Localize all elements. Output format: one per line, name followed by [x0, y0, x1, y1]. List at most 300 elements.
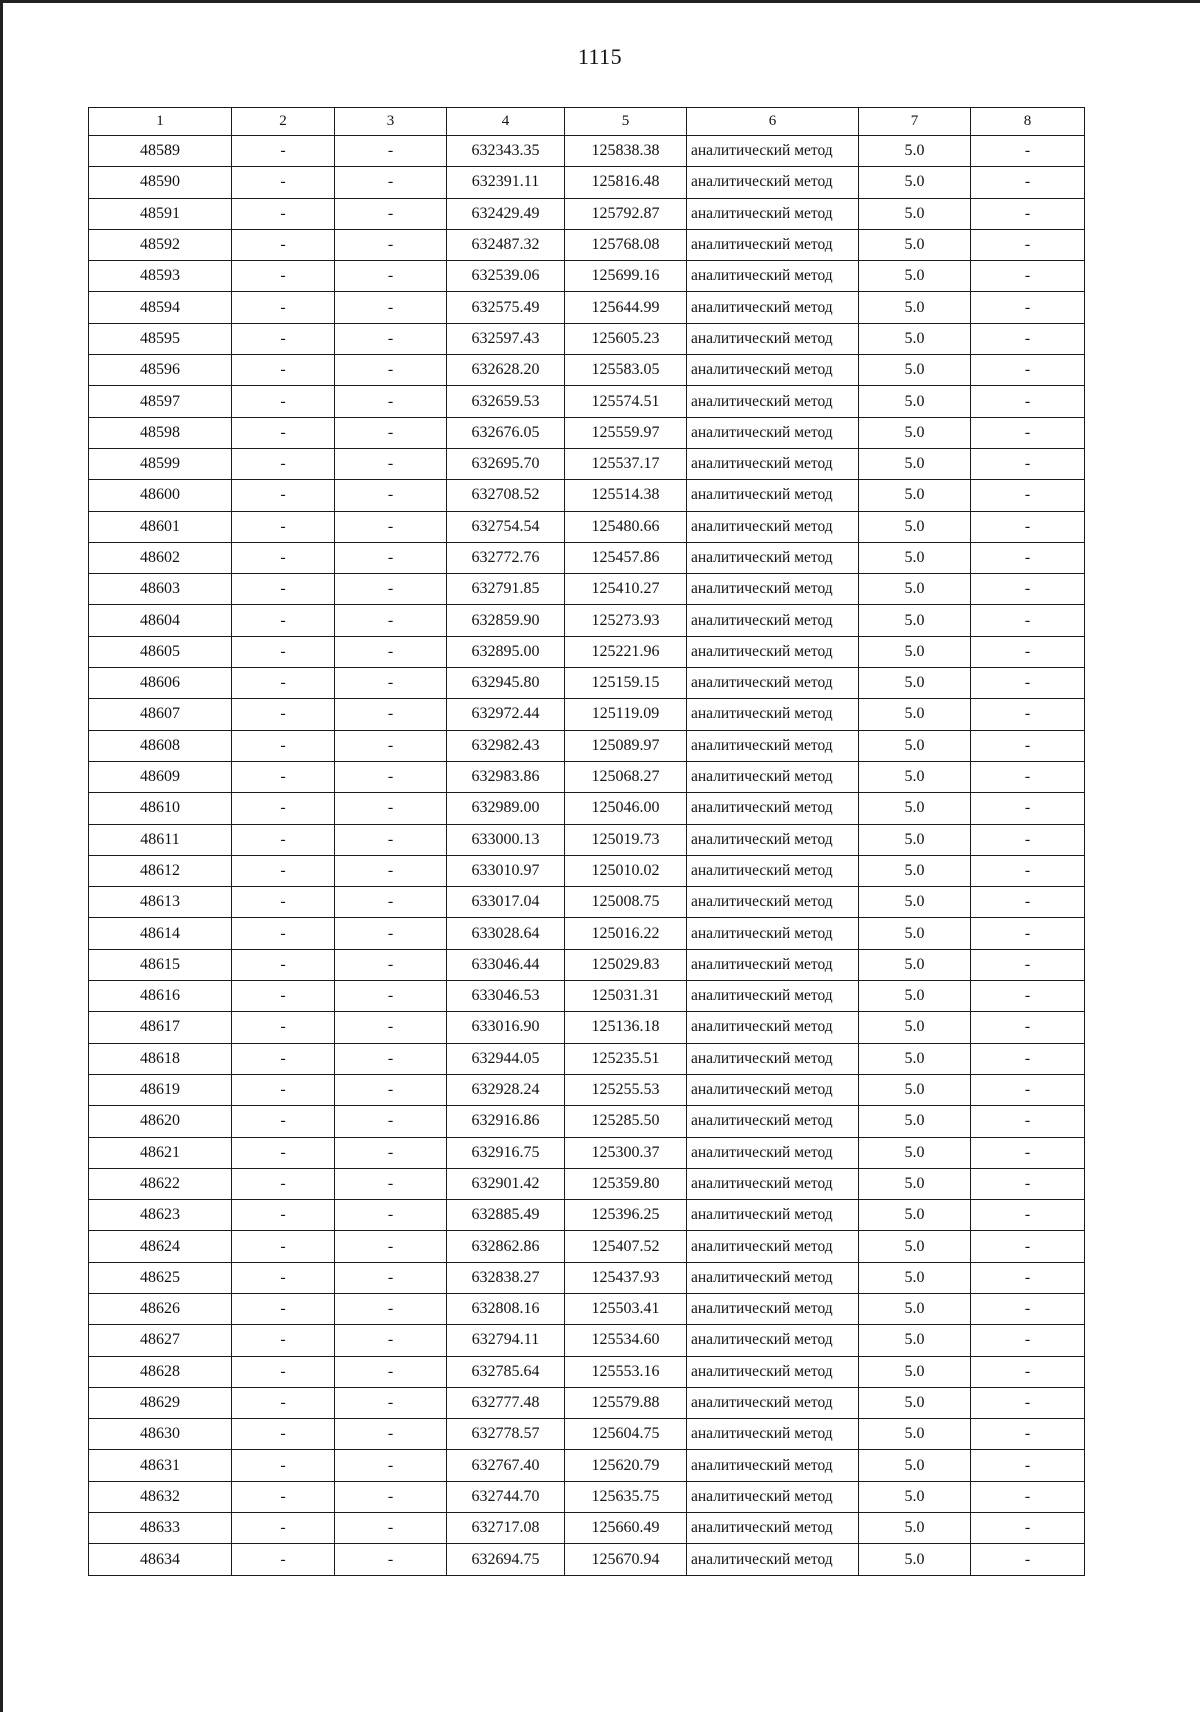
table-cell-col-8: - [971, 417, 1085, 448]
table-cell-col-2: - [232, 1262, 335, 1293]
table-row [89, 699, 1085, 730]
table-cell-col-4: 632808.16 [447, 1293, 565, 1324]
table-cell-col-1: 48626 [89, 1293, 232, 1324]
table-cell-col-4: 632791.85 [447, 574, 565, 605]
table-cell-col-6: аналитический метод [687, 480, 859, 511]
table-cell-col-3: - [335, 574, 447, 605]
table-cell-col-3: - [335, 918, 447, 949]
table-cell-col-3: - [335, 1200, 447, 1231]
table-cell-col-4: 632487.32 [447, 229, 565, 260]
page-number: 1115 [577, 44, 623, 69]
table-cell-col-7: 5.0 [859, 793, 971, 824]
table-row [89, 1513, 1085, 1544]
table-cell-col-6: аналитический метод [687, 1513, 859, 1544]
table-row [89, 1544, 1085, 1575]
table-cell-col-8: - [971, 1043, 1085, 1074]
table-cell-col-8: - [971, 386, 1085, 417]
table-cell-col-1: 48634 [89, 1544, 232, 1575]
table-cell-col-6: аналитический метод [687, 355, 859, 386]
table-cell-col-2: - [232, 605, 335, 636]
table-cell-col-1: 48592 [89, 229, 232, 260]
table-cell-col-6: аналитический метод [687, 1262, 859, 1293]
table-cell-col-8: - [971, 981, 1085, 1012]
table-cell-col-3: - [335, 542, 447, 573]
table-row [89, 981, 1085, 1012]
table-row [89, 1293, 1085, 1324]
column-header-4: 4 [447, 108, 565, 136]
table-cell-col-8: - [971, 542, 1085, 573]
table-cell-col-1: 48611 [89, 824, 232, 855]
table-cell-col-2: - [232, 668, 335, 699]
table-cell-col-8: - [971, 1074, 1085, 1105]
table-cell-col-4: 632928.24 [447, 1074, 565, 1105]
table-cell-col-3: - [335, 1231, 447, 1262]
table-cell-col-5: 125159.15 [565, 668, 687, 699]
table-row [89, 1231, 1085, 1262]
table-cell-col-8: - [971, 730, 1085, 761]
table-cell-col-8: - [971, 1544, 1085, 1575]
table-cell-col-4: 632885.49 [447, 1200, 565, 1231]
table-cell-col-2: - [232, 1043, 335, 1074]
table-cell-col-7: 5.0 [859, 448, 971, 479]
table-cell-col-5: 125635.75 [565, 1481, 687, 1512]
table-cell-col-6: аналитический метод [687, 136, 859, 167]
table-cell-col-5: 125255.53 [565, 1074, 687, 1105]
table-cell-col-3: - [335, 480, 447, 511]
table-cell-col-6: аналитический метод [687, 1074, 859, 1105]
table-cell-col-4: 632575.49 [447, 292, 565, 323]
table-cell-col-7: 5.0 [859, 1293, 971, 1324]
table-cell-col-8: - [971, 1262, 1085, 1293]
table-cell-col-7: 5.0 [859, 1325, 971, 1356]
table-cell-col-2: - [232, 1450, 335, 1481]
table-cell-col-4: 632772.76 [447, 542, 565, 573]
table-row [89, 1481, 1085, 1512]
table-cell-col-6: аналитический метод [687, 636, 859, 667]
table-cell-col-8: - [971, 355, 1085, 386]
table-cell-col-6: аналитический метод [687, 1544, 859, 1575]
table-cell-col-4: 632916.75 [447, 1137, 565, 1168]
table-cell-col-5: 125285.50 [565, 1106, 687, 1137]
table-cell-col-3: - [335, 136, 447, 167]
table-cell-col-7: 5.0 [859, 887, 971, 918]
table-cell-col-8: - [971, 1012, 1085, 1043]
table-row [89, 1325, 1085, 1356]
table-cell-col-7: 5.0 [859, 1074, 971, 1105]
table-cell-col-3: - [335, 1012, 447, 1043]
table-cell-col-6: аналитический метод [687, 605, 859, 636]
table-cell-col-7: 5.0 [859, 1513, 971, 1544]
table-cell-col-3: - [335, 1043, 447, 1074]
table-cell-col-4: 632794.11 [447, 1325, 565, 1356]
table-cell-col-2: - [232, 167, 335, 198]
table-cell-col-2: - [232, 1074, 335, 1105]
column-header-7: 7 [859, 108, 971, 136]
table-cell-col-8: - [971, 1200, 1085, 1231]
table-cell-col-5: 125068.27 [565, 761, 687, 792]
table-cell-col-5: 125437.93 [565, 1262, 687, 1293]
table-cell-col-7: 5.0 [859, 198, 971, 229]
table-cell-col-6: аналитический метод [687, 793, 859, 824]
table-cell-col-1: 48627 [89, 1325, 232, 1356]
table-cell-col-7: 5.0 [859, 480, 971, 511]
table-cell-col-7: 5.0 [859, 355, 971, 386]
table-cell-col-8: - [971, 448, 1085, 479]
table-cell-col-6: аналитический метод [687, 386, 859, 417]
table-cell-col-6: аналитический метод [687, 699, 859, 730]
table-cell-col-5: 125620.79 [565, 1450, 687, 1481]
table-cell-col-2: - [232, 198, 335, 229]
table-cell-col-4: 632901.42 [447, 1168, 565, 1199]
table-cell-col-6: аналитический метод [687, 511, 859, 542]
table-cell-col-7: 5.0 [859, 511, 971, 542]
table-cell-col-5: 125583.05 [565, 355, 687, 386]
table-row [89, 542, 1085, 573]
table-cell-col-6: аналитический метод [687, 1200, 859, 1231]
table-cell-col-5: 125553.16 [565, 1356, 687, 1387]
table-cell-col-5: 125410.27 [565, 574, 687, 605]
table-cell-col-7: 5.0 [859, 1262, 971, 1293]
table-cell-col-6: аналитический метод [687, 1325, 859, 1356]
table-row [89, 668, 1085, 699]
table-cell-col-2: - [232, 417, 335, 448]
table-cell-col-1: 48608 [89, 730, 232, 761]
table-cell-col-5: 125768.08 [565, 229, 687, 260]
table-row [89, 386, 1085, 417]
table-body [89, 136, 1085, 1576]
table-cell-col-6: аналитический метод [687, 887, 859, 918]
table-cell-col-7: 5.0 [859, 918, 971, 949]
table-cell-col-8: - [971, 824, 1085, 855]
table-cell-col-2: - [232, 761, 335, 792]
table-cell-col-1: 48601 [89, 511, 232, 542]
table-cell-col-1: 48595 [89, 323, 232, 354]
table-cell-col-1: 48596 [89, 355, 232, 386]
table-cell-col-8: - [971, 229, 1085, 260]
table-cell-col-6: аналитический метод [687, 918, 859, 949]
table-cell-col-4: 633046.44 [447, 949, 565, 980]
table-cell-col-5: 125396.25 [565, 1200, 687, 1231]
table-cell-col-1: 48622 [89, 1168, 232, 1199]
table-cell-col-7: 5.0 [859, 636, 971, 667]
table-cell-col-3: - [335, 167, 447, 198]
table-cell-col-6: аналитический метод [687, 198, 859, 229]
table-cell-col-3: - [335, 824, 447, 855]
table-cell-col-7: 5.0 [859, 136, 971, 167]
table-cell-col-2: - [232, 229, 335, 260]
table-cell-col-8: - [971, 887, 1085, 918]
table-cell-col-2: - [232, 1231, 335, 1262]
table-cell-col-4: 632429.49 [447, 198, 565, 229]
table-cell-col-7: 5.0 [859, 981, 971, 1012]
table-cell-col-7: 5.0 [859, 386, 971, 417]
table-cell-col-4: 632859.90 [447, 605, 565, 636]
table-cell-col-8: - [971, 261, 1085, 292]
table-cell-col-2: - [232, 1356, 335, 1387]
table-cell-col-4: 632676.05 [447, 417, 565, 448]
table-cell-col-6: аналитический метод [687, 1012, 859, 1043]
table-row [89, 730, 1085, 761]
table-cell-col-1: 48623 [89, 1200, 232, 1231]
table-cell-col-5: 125010.02 [565, 855, 687, 886]
column-header-6: 6 [687, 108, 859, 136]
table-cell-col-2: - [232, 636, 335, 667]
table-cell-col-8: - [971, 480, 1085, 511]
table-cell-col-7: 5.0 [859, 1137, 971, 1168]
table-cell-col-2: - [232, 292, 335, 323]
table-cell-col-7: 5.0 [859, 542, 971, 573]
table-cell-col-6: аналитический метод [687, 1356, 859, 1387]
table-row [89, 136, 1085, 167]
table-cell-col-6: аналитический метод [687, 292, 859, 323]
table-cell-col-7: 5.0 [859, 668, 971, 699]
table-row [89, 480, 1085, 511]
table-row [89, 887, 1085, 918]
table-cell-col-1: 48617 [89, 1012, 232, 1043]
table-cell-col-5: 125119.09 [565, 699, 687, 730]
table-cell-col-1: 48625 [89, 1262, 232, 1293]
column-header-3: 3 [335, 108, 447, 136]
table-row [89, 855, 1085, 886]
table-cell-col-8: - [971, 1293, 1085, 1324]
table-cell-col-4: 632983.86 [447, 761, 565, 792]
table-cell-col-4: 632343.35 [447, 136, 565, 167]
table-cell-col-6: аналитический метод [687, 1168, 859, 1199]
table-cell-col-4: 632862.86 [447, 1231, 565, 1262]
table-cell-col-2: - [232, 1544, 335, 1575]
table-row [89, 793, 1085, 824]
table-cell-col-5: 125604.75 [565, 1419, 687, 1450]
table-cell-col-3: - [335, 1356, 447, 1387]
table-cell-col-5: 125699.16 [565, 261, 687, 292]
table-row [89, 511, 1085, 542]
table-cell-col-4: 632777.48 [447, 1387, 565, 1418]
table-cell-col-3: - [335, 292, 447, 323]
table-cell-col-1: 48615 [89, 949, 232, 980]
table-cell-col-8: - [971, 1450, 1085, 1481]
table-cell-col-4: 632972.44 [447, 699, 565, 730]
table-cell-col-5: 125574.51 [565, 386, 687, 417]
table-cell-col-5: 125537.17 [565, 448, 687, 479]
table-cell-col-4: 633000.13 [447, 824, 565, 855]
table-row [89, 167, 1085, 198]
table-cell-col-4: 632694.75 [447, 1544, 565, 1575]
table-cell-col-1: 48604 [89, 605, 232, 636]
table-cell-col-2: - [232, 1012, 335, 1043]
table-cell-col-2: - [232, 511, 335, 542]
table-row [89, 1137, 1085, 1168]
table-cell-col-8: - [971, 1137, 1085, 1168]
table-cell-col-7: 5.0 [859, 1356, 971, 1387]
table-cell-col-7: 5.0 [859, 855, 971, 886]
table-cell-col-5: 125136.18 [565, 1012, 687, 1043]
table-row [89, 1450, 1085, 1481]
table-cell-col-4: 632767.40 [447, 1450, 565, 1481]
table-cell-col-7: 5.0 [859, 1106, 971, 1137]
table-cell-col-4: 632391.11 [447, 167, 565, 198]
table-cell-col-4: 632695.70 [447, 448, 565, 479]
table-cell-col-1: 48591 [89, 198, 232, 229]
table-cell-col-4: 633010.97 [447, 855, 565, 886]
table-cell-col-2: - [232, 855, 335, 886]
table-cell-col-2: - [232, 1419, 335, 1450]
table-cell-col-8: - [971, 855, 1085, 886]
table-cell-col-7: 5.0 [859, 167, 971, 198]
table-cell-col-1: 48606 [89, 668, 232, 699]
table-row [89, 1074, 1085, 1105]
table-cell-col-2: - [232, 1168, 335, 1199]
table-cell-col-1: 48616 [89, 981, 232, 1012]
table-cell-col-3: - [335, 1293, 447, 1324]
table-row [89, 1387, 1085, 1418]
table-cell-col-4: 633046.53 [447, 981, 565, 1012]
table-row [89, 355, 1085, 386]
table-row [89, 1106, 1085, 1137]
table-row [89, 323, 1085, 354]
table-cell-col-3: - [335, 949, 447, 980]
table-cell-col-7: 5.0 [859, 229, 971, 260]
table-cell-col-2: - [232, 1325, 335, 1356]
table-cell-col-3: - [335, 511, 447, 542]
table-cell-col-5: 125670.94 [565, 1544, 687, 1575]
table-cell-col-1: 48597 [89, 386, 232, 417]
table-cell-col-1: 48613 [89, 887, 232, 918]
table-cell-col-8: - [971, 323, 1085, 354]
table-cell-col-7: 5.0 [859, 1012, 971, 1043]
table-cell-col-3: - [335, 1387, 447, 1418]
table-cell-col-5: 125407.52 [565, 1231, 687, 1262]
table-cell-col-1: 48632 [89, 1481, 232, 1512]
table-cell-col-6: аналитический метод [687, 1387, 859, 1418]
table-row [89, 1168, 1085, 1199]
table-cell-col-6: аналитический метод [687, 1450, 859, 1481]
table-cell-col-2: - [232, 136, 335, 167]
table-cell-col-3: - [335, 636, 447, 667]
table-cell-col-1: 48633 [89, 1513, 232, 1544]
table-cell-col-5: 125480.66 [565, 511, 687, 542]
table-cell-col-2: - [232, 949, 335, 980]
table-cell-col-2: - [232, 981, 335, 1012]
table-cell-col-6: аналитический метод [687, 323, 859, 354]
table-cell-col-6: аналитический метод [687, 668, 859, 699]
table-cell-col-1: 48619 [89, 1074, 232, 1105]
table-cell-col-4: 632754.54 [447, 511, 565, 542]
column-header-5: 5 [565, 108, 687, 136]
table-row [89, 605, 1085, 636]
table-cell-col-1: 48620 [89, 1106, 232, 1137]
table-cell-col-3: - [335, 355, 447, 386]
table-cell-col-1: 48612 [89, 855, 232, 886]
table-cell-col-7: 5.0 [859, 1200, 971, 1231]
table-cell-col-4: 632944.05 [447, 1043, 565, 1074]
table-cell-col-1: 48599 [89, 448, 232, 479]
table-cell-col-2: - [232, 1513, 335, 1544]
table-cell-col-2: - [232, 793, 335, 824]
table-cell-col-5: 125605.23 [565, 323, 687, 354]
table-cell-col-7: 5.0 [859, 824, 971, 855]
table-cell-col-5: 125016.22 [565, 918, 687, 949]
table-row [89, 918, 1085, 949]
table-cell-col-1: 48631 [89, 1450, 232, 1481]
table-cell-col-2: - [232, 1387, 335, 1418]
table-cell-col-5: 125503.41 [565, 1293, 687, 1324]
table-cell-col-5: 125514.38 [565, 480, 687, 511]
table-cell-col-6: аналитический метод [687, 1419, 859, 1450]
table-row [89, 824, 1085, 855]
table-cell-col-2: - [232, 824, 335, 855]
scan-edge-top [0, 0, 1200, 3]
table-cell-col-8: - [971, 1387, 1085, 1418]
table-cell-col-4: 632838.27 [447, 1262, 565, 1293]
table-cell-col-2: - [232, 1481, 335, 1512]
table-cell-col-3: - [335, 229, 447, 260]
table-cell-col-8: - [971, 1168, 1085, 1199]
table-cell-col-2: - [232, 1106, 335, 1137]
table-cell-col-8: - [971, 167, 1085, 198]
table-cell-col-2: - [232, 386, 335, 417]
table-cell-col-8: - [971, 1231, 1085, 1262]
table-row [89, 1419, 1085, 1450]
table-cell-col-7: 5.0 [859, 949, 971, 980]
table-cell-col-3: - [335, 605, 447, 636]
table-cell-col-1: 48629 [89, 1387, 232, 1418]
table-cell-col-3: - [335, 761, 447, 792]
table-cell-col-7: 5.0 [859, 292, 971, 323]
table-cell-col-7: 5.0 [859, 1544, 971, 1575]
table-cell-col-3: - [335, 1481, 447, 1512]
table-row [89, 198, 1085, 229]
table-cell-col-3: - [335, 1262, 447, 1293]
table-cell-col-3: - [335, 855, 447, 886]
table-cell-col-4: 632628.20 [447, 355, 565, 386]
table-cell-col-1: 48603 [89, 574, 232, 605]
table-cell-col-6: аналитический метод [687, 730, 859, 761]
table-cell-col-8: - [971, 1325, 1085, 1356]
table-cell-col-6: аналитический метод [687, 542, 859, 573]
scan-edge-left [0, 0, 3, 1712]
table-cell-col-3: - [335, 1106, 447, 1137]
table-cell-col-4: 632989.00 [447, 793, 565, 824]
column-header-2: 2 [232, 108, 335, 136]
table-cell-col-1: 48630 [89, 1419, 232, 1450]
table-row [89, 1356, 1085, 1387]
table-cell-col-4: 633016.90 [447, 1012, 565, 1043]
table-cell-col-4: 632597.43 [447, 323, 565, 354]
table-cell-col-6: аналитический метод [687, 229, 859, 260]
table-cell-col-2: - [232, 1293, 335, 1324]
table-cell-col-3: - [335, 699, 447, 730]
table-cell-col-4: 632982.43 [447, 730, 565, 761]
table-cell-col-8: - [971, 1481, 1085, 1512]
table-cell-col-8: - [971, 699, 1085, 730]
table-cell-col-5: 125046.00 [565, 793, 687, 824]
table-cell-col-8: - [971, 136, 1085, 167]
table-cell-col-1: 48598 [89, 417, 232, 448]
table-cell-col-5: 125031.31 [565, 981, 687, 1012]
table-row [89, 949, 1085, 980]
table-header-row [89, 108, 1085, 136]
table-cell-col-3: - [335, 730, 447, 761]
table-cell-col-6: аналитический метод [687, 1231, 859, 1262]
table-cell-col-3: - [335, 668, 447, 699]
table-cell-col-6: аналитический метод [687, 1481, 859, 1512]
table-cell-col-6: аналитический метод [687, 1043, 859, 1074]
table-cell-col-7: 5.0 [859, 417, 971, 448]
table-row [89, 448, 1085, 479]
table-cell-col-5: 125300.37 [565, 1137, 687, 1168]
table-cell-col-1: 48607 [89, 699, 232, 730]
table-cell-col-5: 125457.86 [565, 542, 687, 573]
